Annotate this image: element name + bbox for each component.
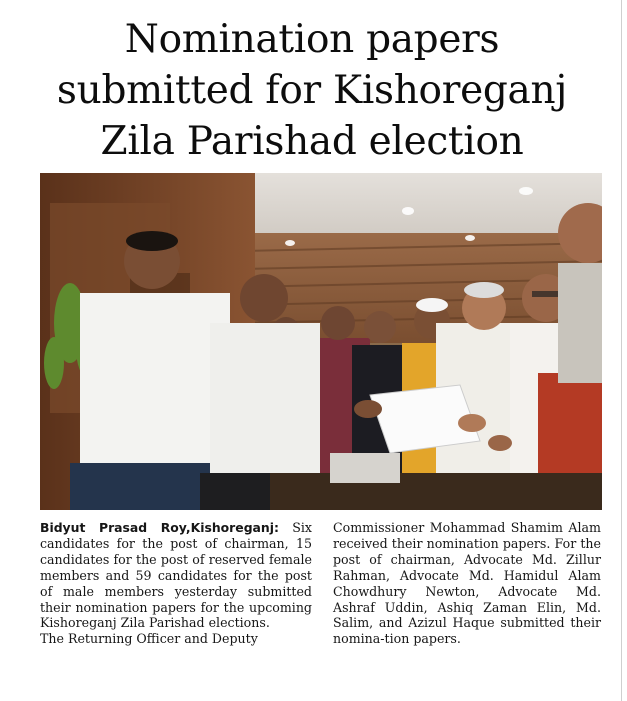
column-rule — [621, 0, 622, 701]
byline: Bidyut Prasad Roy,Kishoreganj: — [40, 520, 279, 535]
news-photo — [40, 173, 602, 510]
article-column-2 — [333, 520, 601, 647]
lead-paragraph — [40, 520, 312, 631]
article-column-1 — [40, 520, 312, 647]
lead-text: Six candidates for the post of chairman, 15 candidates for the post of reserved female members and 59 candidates for the post of male members yesterday submitted their nomination papers for the upcoming Kishoreganj Zila Parishad elections. — [40, 520, 313, 631]
headline-line-1: Nomination papers — [124, 17, 500, 62]
second-paragraph: The Returning Officer and Deputy — [40, 631, 258, 647]
headline — [28, 14, 596, 167]
column-2-text: Commissioner Mohammad Shamim Alam received their nomination papers. For the post of chairman, Advocate Md. Zillur Rahman, Advocate Md. Hamidul Alam Chowdhury Newton, Advocate Md. Ashraf Uddin, Ashiq Zaman Elin, Md. Salim, and Azizul Haque submitted their nomina-tion papers. — [333, 520, 601, 647]
headline-line-3: Zila Parishad election — [100, 119, 524, 164]
headline-line-2: submitted for Kishoreganj — [56, 68, 568, 113]
